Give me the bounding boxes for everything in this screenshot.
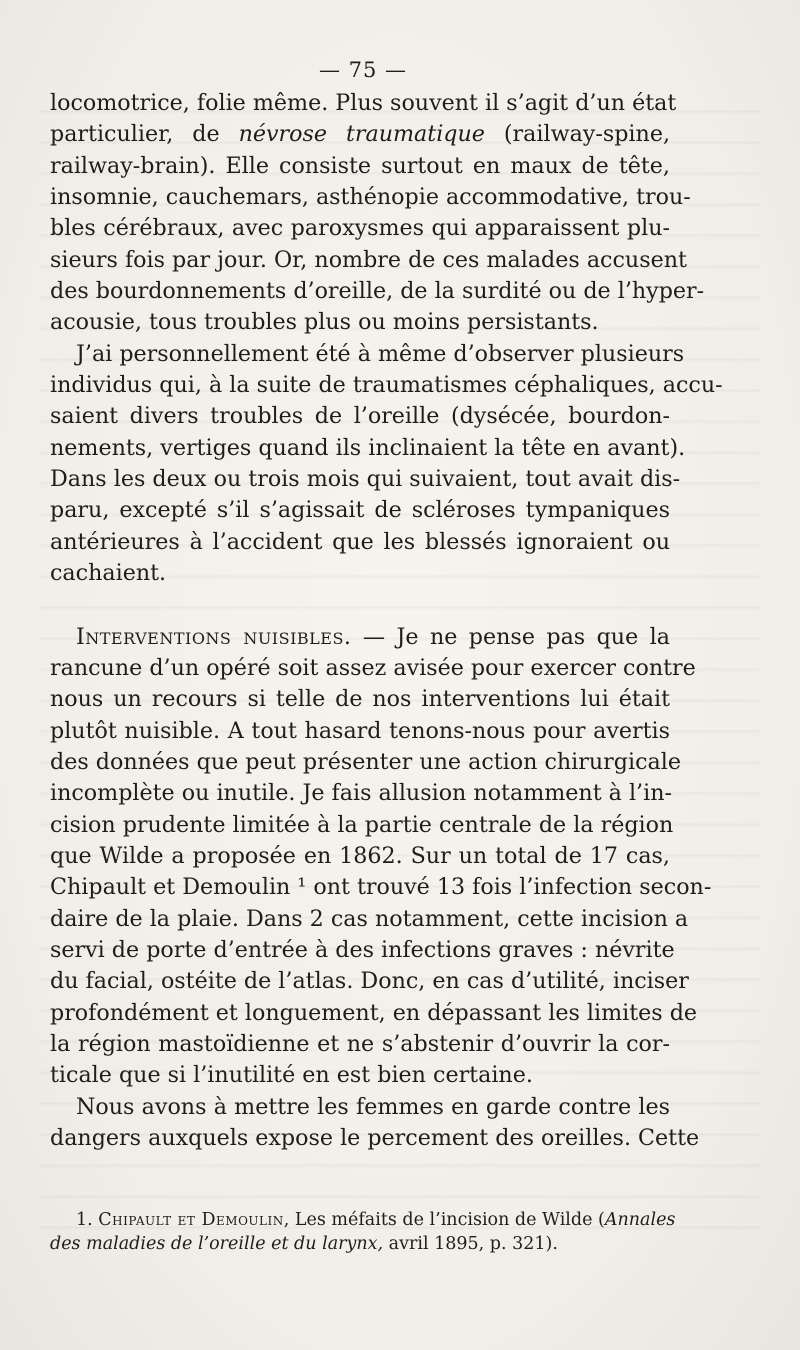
text-line: du facial, ostéite de l’atlas. Donc, en cas d’utilité, inciser bbox=[50, 968, 689, 995]
text-line: nements, vertiges quand ils inclinaient la tête en avant). bbox=[50, 434, 686, 461]
footnote-authors: Chipault et Demoulin bbox=[98, 1210, 284, 1230]
text-run: particulier, de bbox=[50, 121, 239, 148]
text-line: individus qui, à la suite de traumatismes céphaliques, accu- bbox=[50, 372, 723, 399]
text-line: que Wilde a proposée en 1862. Sur un total de 17 cas, bbox=[50, 842, 670, 869]
text-line: cachaient. bbox=[50, 560, 167, 587]
section-gap bbox=[50, 590, 670, 622]
footnote-journal: Annales bbox=[604, 1210, 676, 1230]
text-line: antérieures à l’accident que les blessés ignoraient ou bbox=[50, 528, 670, 555]
text-line: saient divers troubles de l’oreille (dysécée, bourdon- bbox=[50, 403, 670, 430]
text-line: railway-brain). Elle consiste surtout en maux de tête, bbox=[50, 152, 670, 179]
body-text bbox=[50, 88, 723, 1154]
text-line: rancune d’un opéré soit assez avisée pour exercer contre bbox=[50, 654, 696, 681]
footnote-journal: des maladies de l’oreille et du larynx, bbox=[50, 1234, 384, 1254]
text-line: ticale que si l’inutilité en est bien certaine. bbox=[50, 1062, 533, 1089]
text-line: acousie, tous troubles plus ou moins persistants. bbox=[50, 309, 599, 336]
text-line: incomplète ou inutile. Je fais allusion notamment à l’in- bbox=[50, 780, 672, 807]
footnote-line bbox=[50, 1208, 676, 1232]
text-line: profondément et longuement, en dépassant les limites de bbox=[50, 999, 698, 1026]
text-line: des bourdonnements d’oreille, de la surdité ou de l’hyper- bbox=[50, 278, 705, 305]
footnote-text: , Les méfaits de l’incision de Wilde ( bbox=[283, 1210, 605, 1230]
text-line: sieurs fois par jour. Or, nombre de ces malades accusent bbox=[50, 246, 687, 273]
text-line: des données que peut présenter une action chirurgicale bbox=[50, 748, 681, 775]
text-line: plutôt nuisible. A tout hasard tenons-nous pour avertis bbox=[50, 717, 670, 744]
footnote-text: avril 1895, p. 321). bbox=[383, 1234, 558, 1254]
text-line: paru, excepté s’il s’agissait de scléroses tympaniques bbox=[50, 497, 670, 524]
italic-term: névrose traumatique bbox=[238, 121, 485, 148]
text-line: daire de la plaie. Dans 2 cas notamment, cette incision a bbox=[50, 905, 689, 932]
text-line bbox=[50, 119, 670, 150]
text-run: (railway-spine, bbox=[484, 121, 670, 148]
section-heading-line bbox=[50, 622, 670, 653]
text-line: locomotrice, folie même. Plus souvent il s’agit d’un état bbox=[50, 90, 677, 116]
text-line: dangers auxquels expose le percement des oreilles. Cette bbox=[50, 1125, 700, 1151]
text-line: nous un recours si telle de nos interventions lui était bbox=[50, 686, 670, 713]
text-run: — Je ne pense pas que la bbox=[351, 623, 670, 650]
footnote-number: 1. bbox=[76, 1210, 99, 1230]
page-number: — 75 — bbox=[318, 58, 408, 82]
text-line: Dans les deux ou trois mois qui suivaient, tout avait dis- bbox=[50, 466, 681, 493]
section-heading: Interventions nuisibles. bbox=[76, 623, 352, 650]
text-line: cision prudente limitée à la partie centrale de la région bbox=[50, 811, 674, 838]
text-line: insomnie, cauchemars, asthénopie accommodative, trou- bbox=[50, 184, 691, 211]
text-line: la région mastoïdienne et ne s’abstenir d’ouvrir la cor- bbox=[50, 1030, 670, 1057]
text-line: bles cérébraux, avec paroxysmes qui apparaissent plu- bbox=[50, 215, 670, 242]
text-line: servi de porte d’entrée à des infections graves : névrite bbox=[50, 936, 675, 963]
footnote-line bbox=[50, 1232, 670, 1256]
paragraph-start-line: Nous avons à mettre les femmes en garde contre les bbox=[76, 1093, 670, 1120]
footnote bbox=[50, 1208, 676, 1256]
text-line: Chipault et Demoulin ¹ ont trouvé 13 fois l’infection secon- bbox=[50, 874, 712, 901]
paragraph-start-line: J’ai personnellement été à même d’observer plusieurs bbox=[76, 340, 685, 367]
